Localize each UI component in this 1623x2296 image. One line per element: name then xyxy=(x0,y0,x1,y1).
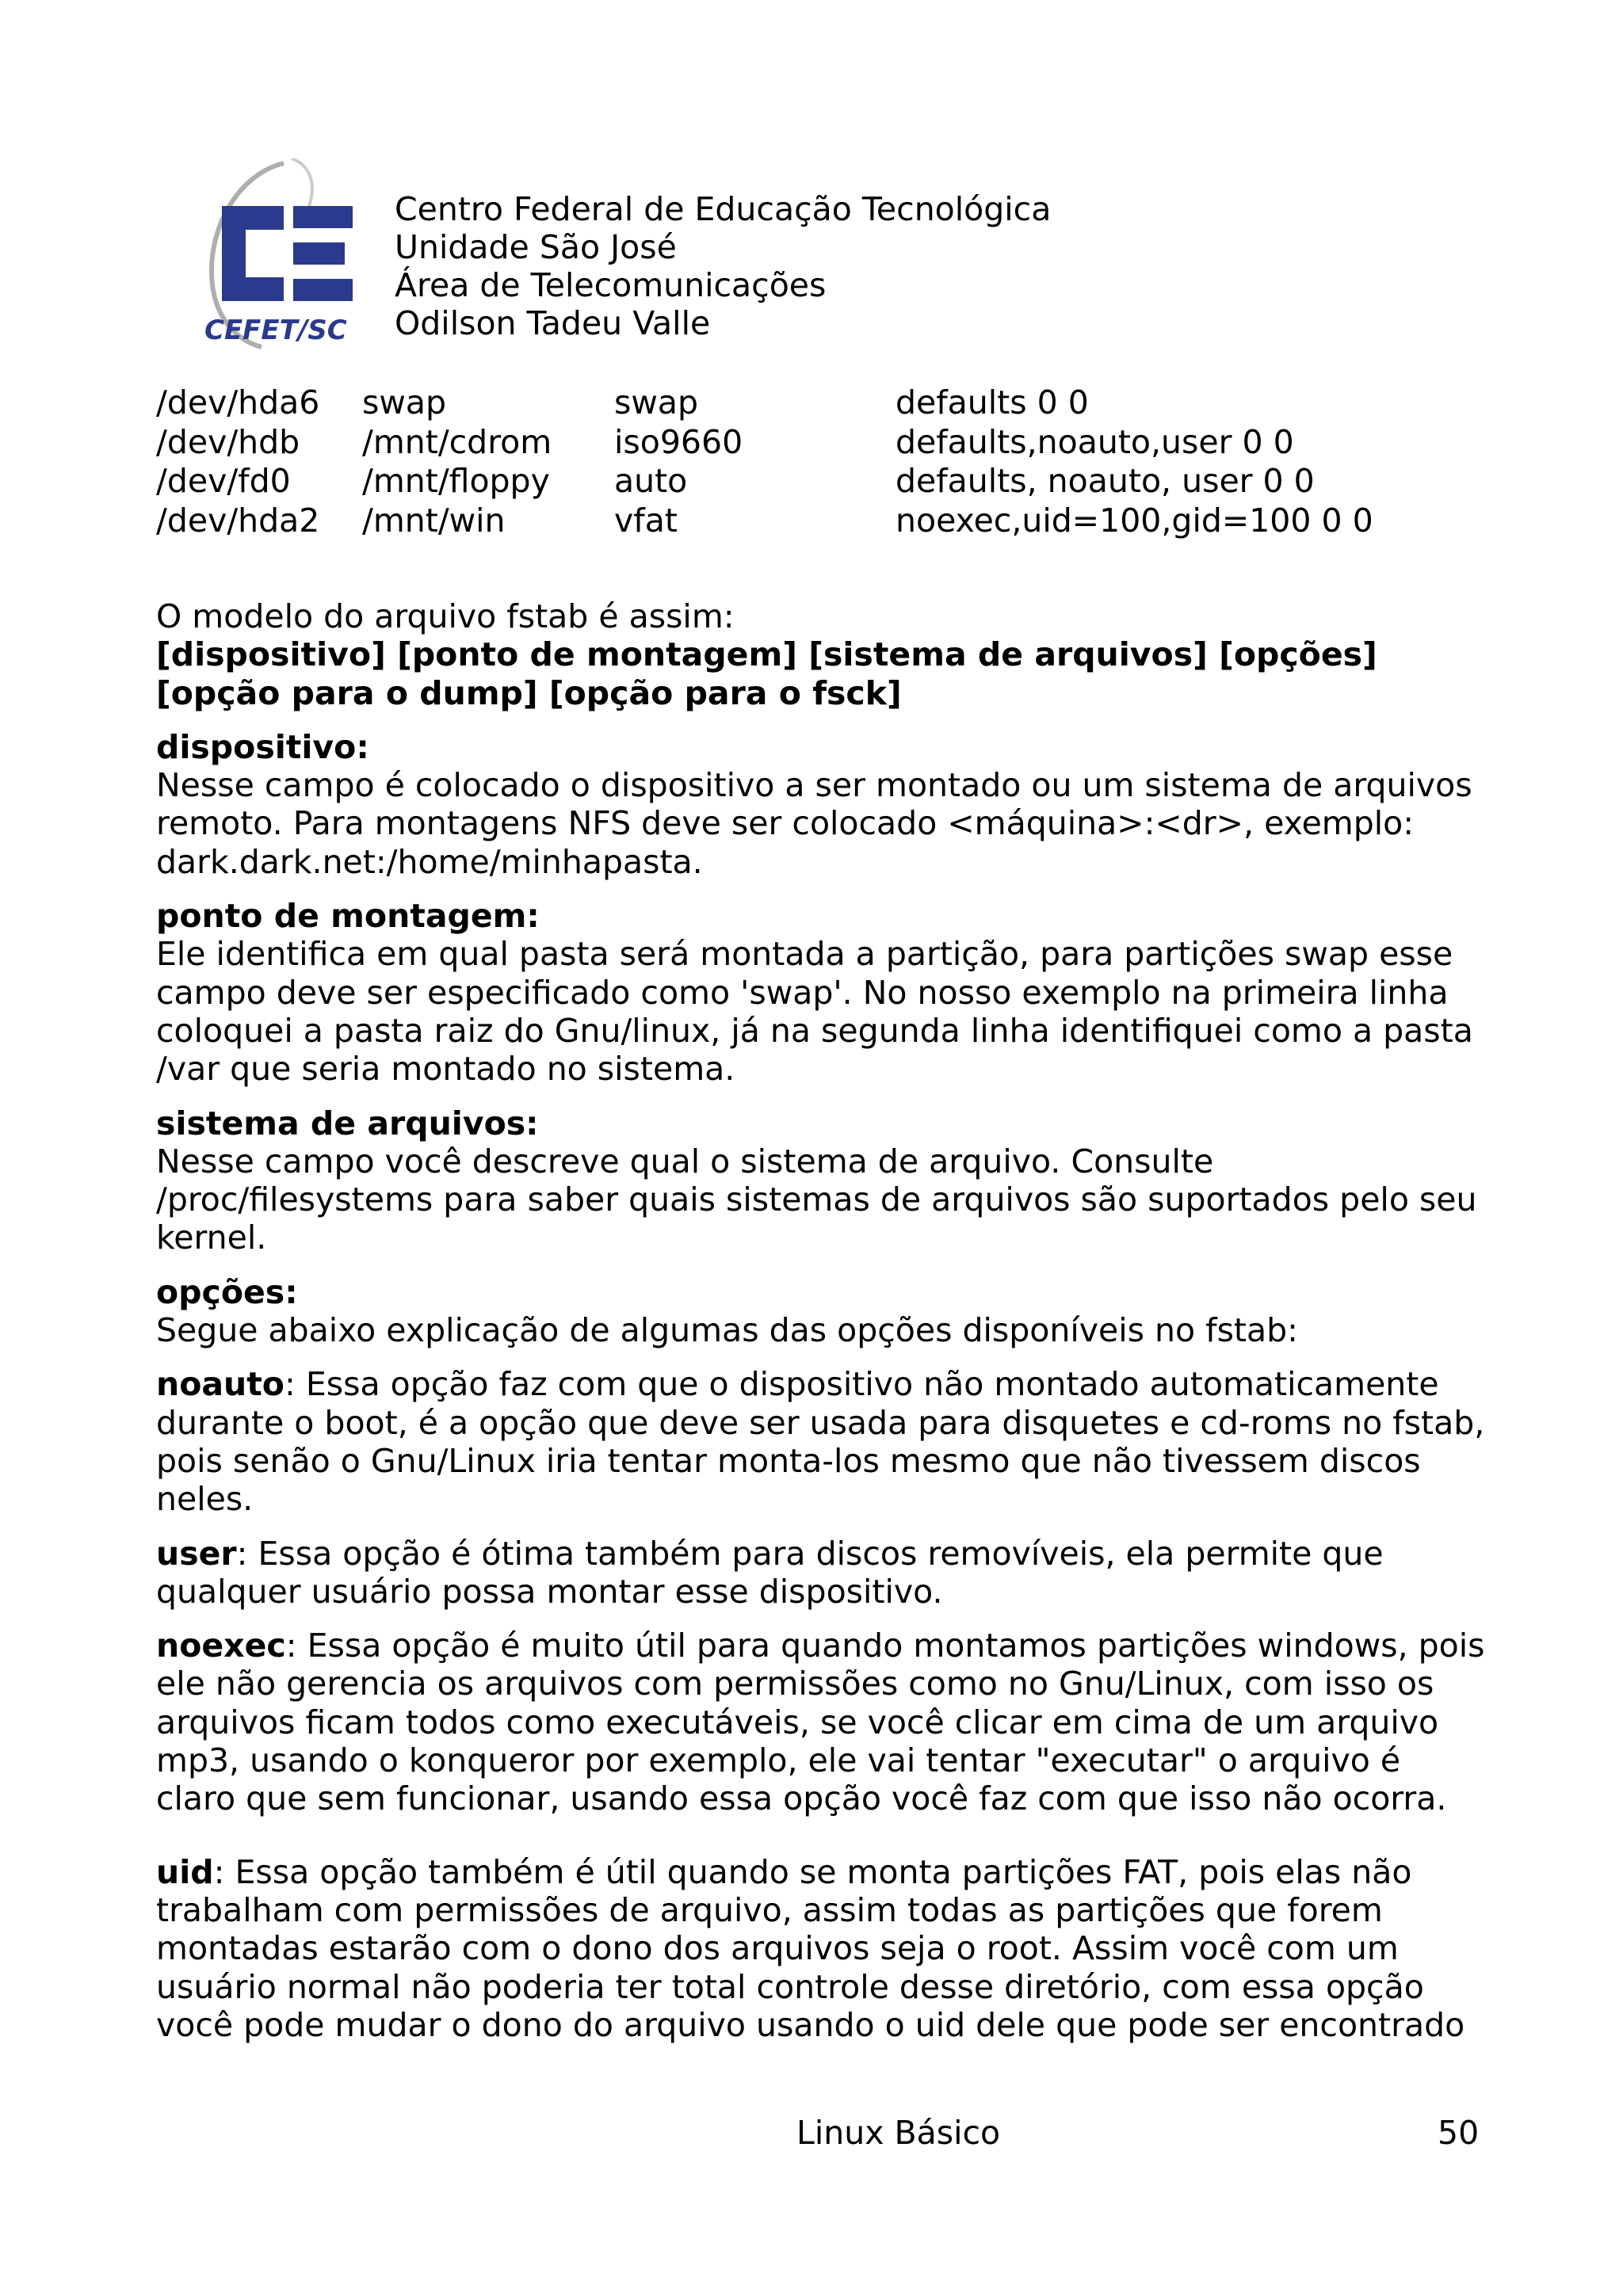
option-description: : Essa opção é muito útil para quando montamos partições windows, pois ele não gerencia os arquivos com permissões como no Gnu/Linux, com isso os arquivos ficam todos como executáveis, se você clicar em cima de um arquivo mp3, usando o konqueror por exemplo, ele vai tentar "executar" o arquivo é claro que sem funcionar, usando essa opção você faz com que isso não ocorra. xyxy=(156,1627,1485,1818)
cefet-logo xyxy=(190,158,388,357)
option-noauto xyxy=(156,1365,1487,1518)
institution-name: Centro Federal de Educação Tecnológica xyxy=(395,190,1052,228)
area-name: Área de Telecomunicações xyxy=(395,266,827,304)
fstab-mount-point: /mnt/floppy xyxy=(362,462,550,500)
fstab-options: defaults 0 0 xyxy=(896,383,1089,421)
institution-header xyxy=(395,190,1051,342)
footer-title: Linux Básico xyxy=(796,2114,1001,2152)
section-heading-filesystem: sistema de arquivos: xyxy=(156,1104,539,1142)
option-noexec xyxy=(156,1627,1487,1817)
fstab-device: /dev/hda2 xyxy=(156,501,320,540)
logo-text: CEFET/SC xyxy=(204,315,347,346)
fstab-filesystem: vfat xyxy=(614,501,678,540)
section-text-mount-point: Ele identifica em qual pasta será montada a partição, para partições swap esse campo deve ser especificado como 'swap'. No nosso exemplo na primeira linha coloquei a pasta raiz do Gnu/linux, já na segunda linha identifiquei como a pasta /var que seria montado no sistema. xyxy=(156,935,1473,1089)
section-heading-mount-point: ponto de montagem: xyxy=(156,897,540,936)
fstab-options: defaults, noauto, user 0 0 xyxy=(896,462,1315,500)
page-number: 50 xyxy=(1438,2114,1480,2152)
fstab-filesystem: auto xyxy=(614,462,688,500)
intro-text: O modelo do arquivo fstab é assim: xyxy=(156,597,735,635)
section-text-filesystem: Nesse campo você descreve qual o sistema de arquivo. Consulte /proc/filesystems para saber quais sistemas de arquivos são suportados pelo seu kernel. xyxy=(156,1142,1477,1257)
option-description: : Essa opção é ótima também para discos removíveis, ela permite que qualquer usuário possa montar esse dispositivo. xyxy=(156,1534,1384,1611)
unit-name: Unidade São José xyxy=(395,228,677,266)
fstab-device: /dev/hdb xyxy=(156,422,300,461)
section-text-device: Nesse campo é colocado o dispositivo a ser montado ou um sistema de arquivos remoto. Para montagens NFS deve ser colocado <máquina>:<dr>, exemplo: dark.dark.net:/home/minhapasta. xyxy=(156,766,1472,881)
fstab-device: /dev/hda6 xyxy=(156,383,320,421)
option-uid xyxy=(156,1853,1487,2044)
fstab-filesystem: iso9660 xyxy=(614,422,743,461)
fstab-mount-point: /mnt/win xyxy=(362,501,506,540)
option-user xyxy=(156,1535,1487,1611)
section-heading-options: opções: xyxy=(156,1272,298,1311)
option-description: : Essa opção também é útil quando se monta partições FAT, pois elas não trabalham com permissões de arquivo, assim todas as partições que forem montadas estarão com o dono dos arquivos seja o root. Assim você com um usuário normal não poderia ter total controle desse diretório, com essa opção você pode mudar o dono do arquivo usando o uid dele que pode ser encontrado xyxy=(156,1852,1465,2044)
section-heading-device: dispositivo: xyxy=(156,727,369,766)
option-term: uid xyxy=(156,1852,214,1891)
fstab-device: /dev/fd0 xyxy=(156,462,291,500)
fstab-filesystem: swap xyxy=(614,383,699,421)
fstab-options: noexec,uid=100,gid=100 0 0 xyxy=(896,501,1373,540)
fstab-mount-point: /mnt/cdrom xyxy=(362,422,552,461)
option-term: noauto xyxy=(156,1365,285,1404)
fstab-model-line: [dispositivo] [ponto de montagem] [sistema de arquivos] [opções] [opção para o dump] [opção para o fsck] xyxy=(156,635,1377,712)
option-description: : Essa opção faz com que o dispositivo não montado automaticamente durante o boot, é a opção que deve ser usada para disquetes e cd-roms no fstab, pois senão o Gnu/Linux iria tentar monta-los mesmo que não tivessem discos neles. xyxy=(156,1365,1485,1519)
author-name: Odilson Tadeu Valle xyxy=(395,304,711,342)
fstab-options: defaults,noauto,user 0 0 xyxy=(896,422,1294,461)
fstab-mount-point: swap xyxy=(362,383,447,421)
option-term: noexec xyxy=(156,1627,286,1665)
section-text-options: Segue abaixo explicação de algumas das opções disponíveis no fstab: xyxy=(156,1311,1298,1350)
option-term: user xyxy=(156,1534,237,1573)
main-content xyxy=(156,597,1487,2044)
